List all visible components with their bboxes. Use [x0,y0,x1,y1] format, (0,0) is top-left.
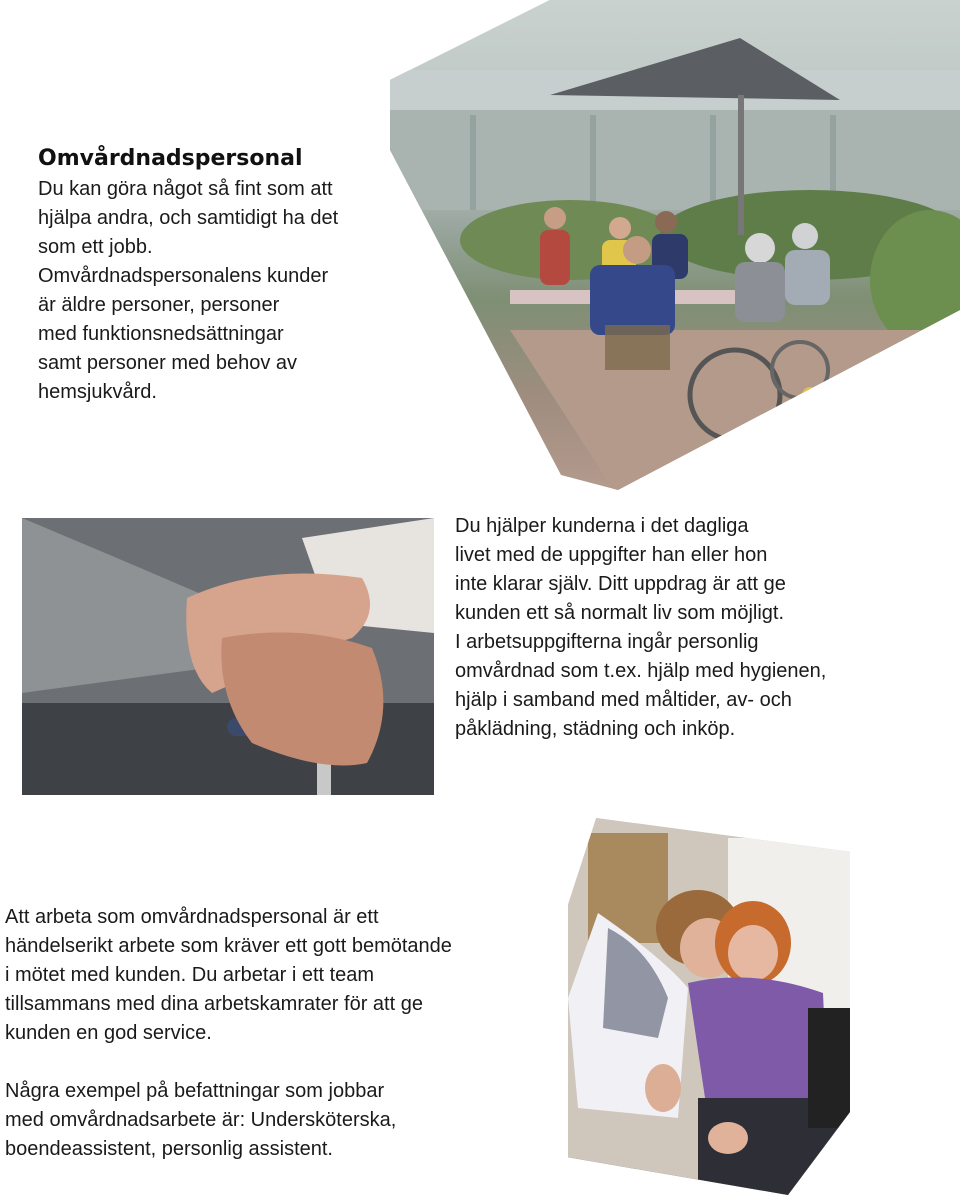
photo-terrace-group [390,0,960,500]
photo-two-women [568,818,850,1195]
tasks-paragraph: Du hjälper kunderna i det dagliga livet med de uppgifter han eller hon inte klarar själv. Ditt uppdrag är att ge kunden ett så normalt liv som möjligt. I arbetsuppgifterna ingår personlig omvårdnad som t.ex. hjälp med hygienen, hjälp i samband med måltider, av- och påklädning, städning och inköp. [455,515,827,740]
page-title: Omvårdnadspersonal [38,146,303,171]
teamwork-paragraph: Att arbeta som omvårdnadspersonal är ett händelserikt arbete som kräver ett gott bemötande i mötet med kunden. Du arbetar i ett team tillsammans med dina arbetskamrater för att ge kunden en god service. [5,906,452,1044]
job-titles-paragraph: Några exempel på befattningar som jobbar med omvårdnadsarbete är: Undersköterska, boendeassistent, personlig assistent. [5,1080,397,1160]
intro-paragraph: Du kan göra något så fint som att hjälpa andra, och samtidigt ha det som ett jobb. Omvårdnadspersonalens kunder är äldre personer, personer med funktionsnedsättningar samt personer med behov av hemsjukvård. [38,178,339,403]
photo-hands-on-cane [22,518,434,795]
